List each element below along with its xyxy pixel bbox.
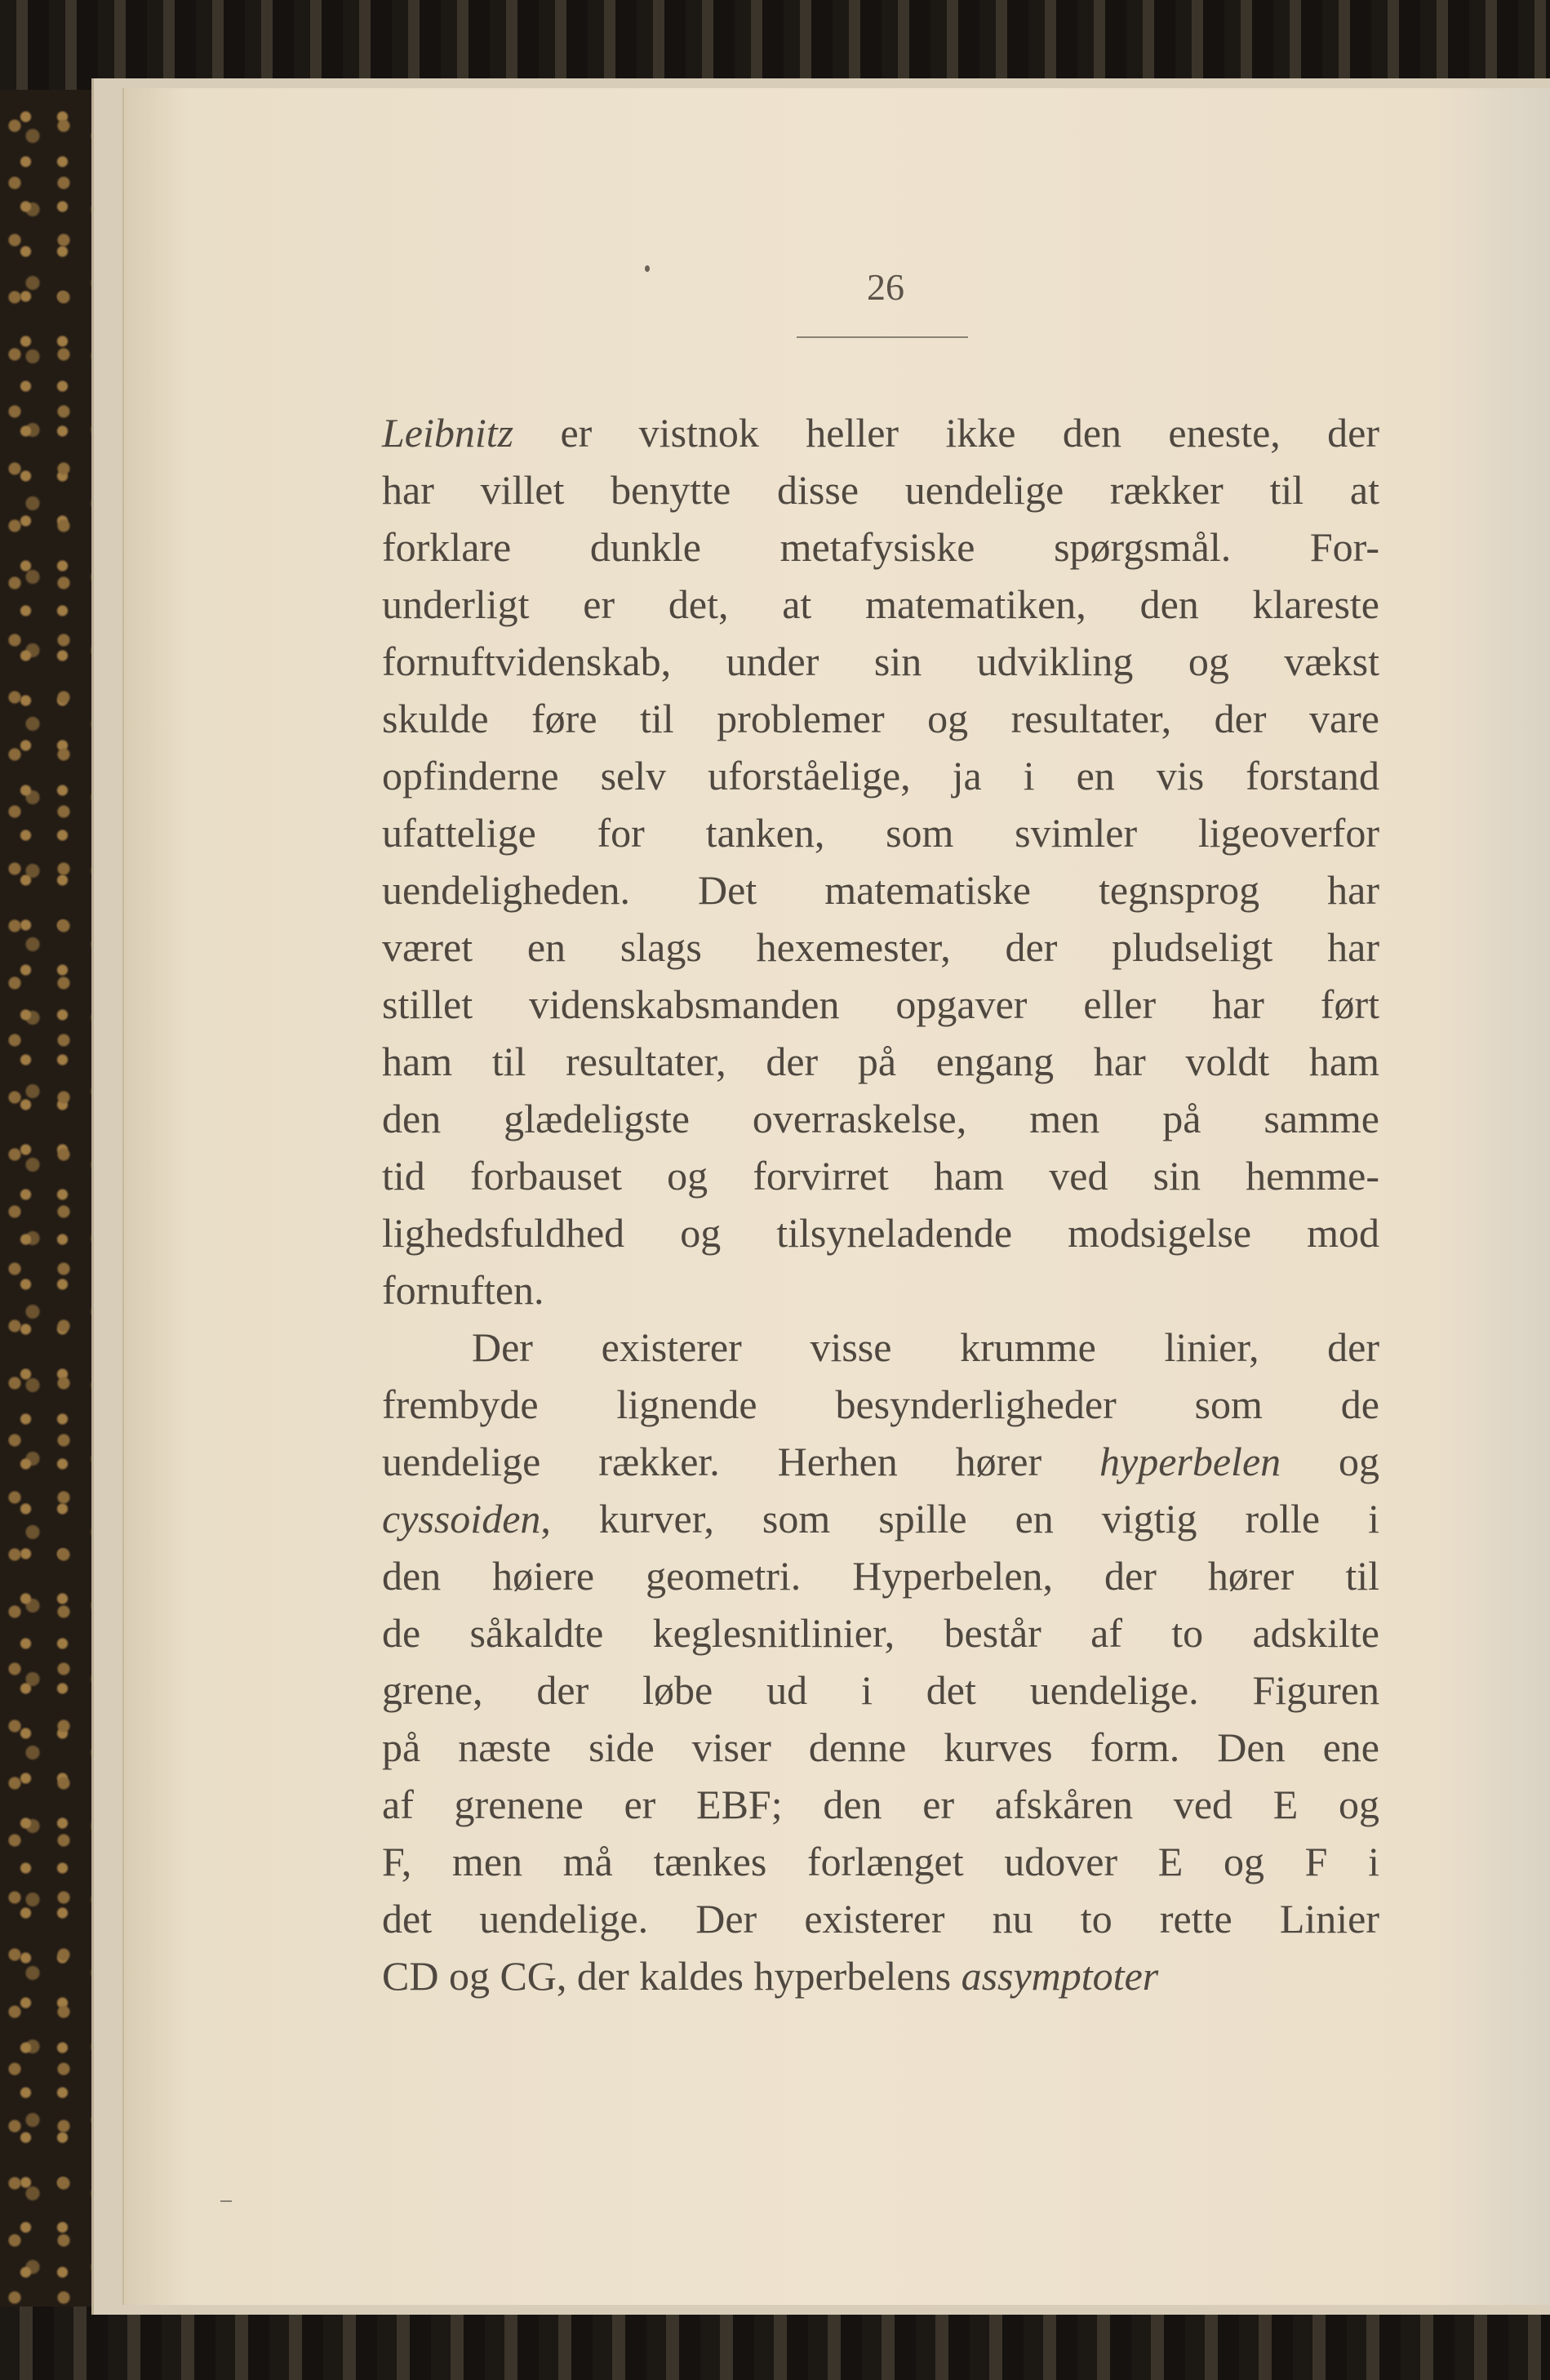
margin-mark — [220, 2200, 232, 2202]
header-rule — [797, 336, 968, 338]
text-line — [382, 518, 1379, 576]
book-spine-bottom — [0, 2307, 1550, 2380]
text-line — [382, 1319, 1379, 1376]
text-line — [382, 1261, 1379, 1319]
line-text: forklare dunkle metafysiske spørgsmål. For- — [382, 524, 1379, 570]
line-text: opfinderne selv uforståelige, ja i en vis forstand — [382, 753, 1379, 799]
text-line — [382, 1833, 1379, 1890]
line-text: CD og CG, der kaldes hyperbelens — [382, 1953, 962, 1999]
text-line — [382, 1147, 1379, 1204]
text-line — [382, 976, 1379, 1033]
line-text: lighedsfuldhed og tilsyneladende modsigelse mod — [382, 1210, 1379, 1256]
text-line — [382, 690, 1379, 747]
text-line — [382, 1376, 1379, 1433]
line-text: af grenene er EBF; den er afskåren ved E og — [382, 1782, 1379, 1827]
line-text: er vistnok heller ikke den eneste, der — [513, 410, 1379, 456]
italic-term: assymptoter — [961, 1953, 1159, 1999]
line-text: uendelige rækker. Herhen hører — [382, 1439, 1100, 1484]
line-text: uendeligheden. Det matematiske tegnsprog har — [382, 867, 1379, 913]
line-text: de såkaldte keglesnitlinier, består af to adskilte — [382, 1610, 1379, 1656]
text-line — [382, 861, 1379, 919]
text-line — [382, 1890, 1379, 1947]
text-line — [382, 1547, 1379, 1604]
text-line — [382, 919, 1379, 976]
text-line — [382, 747, 1379, 804]
line-text: fornuften. — [382, 1267, 544, 1313]
text-line — [382, 576, 1379, 633]
italic-term: cyssoiden — [382, 1496, 541, 1541]
line-text: og — [1281, 1439, 1379, 1484]
text-line — [382, 1776, 1379, 1833]
line-text: Der existerer visse krumme linier, der — [472, 1324, 1379, 1370]
text-line — [382, 804, 1379, 861]
text-line — [382, 404, 1379, 461]
text-line — [382, 633, 1379, 690]
text-line — [382, 1433, 1379, 1490]
line-text: ham til resultater, der på engang har voldt ham — [382, 1039, 1379, 1084]
line-text: ufattelige for tanken, som svimler ligeoverfor — [382, 810, 1379, 856]
body-text — [382, 404, 1379, 2004]
text-line — [382, 1947, 1379, 2004]
line-text: på næste side viser denne kurves form. Den ene — [382, 1724, 1379, 1770]
line-text: det uendelige. Der existerer nu to rette Linier — [382, 1896, 1379, 1942]
page-number: 26 — [867, 266, 904, 308]
line-text: den høiere geometri. Hyperbelen, der hører til — [382, 1553, 1379, 1599]
italic-term: hyperbelen — [1099, 1439, 1281, 1484]
line-text: F, men må tænkes forlænget udover E og F i — [382, 1839, 1379, 1884]
italic-term: Leibnitz — [382, 410, 514, 456]
text-line — [382, 1604, 1379, 1662]
line-text: været en slags hexemester, der pludseligt har — [382, 924, 1379, 970]
ink-speck — [645, 265, 650, 272]
line-text: , kurver, som spille en vigtig rolle i — [540, 1496, 1379, 1541]
line-text: har villet benytte disse uendelige rækker til at — [382, 467, 1379, 513]
text-line — [382, 1204, 1379, 1261]
text-line — [382, 1033, 1379, 1090]
line-text: underligt er det, at matematiken, den klareste — [382, 581, 1379, 627]
line-text: fornuftvidenskab, under sin udvikling og vækst — [382, 638, 1379, 684]
line-text: skulde føre til problemer og resultater, der vare — [382, 696, 1379, 741]
text-line — [382, 461, 1379, 518]
line-text: frembyde lignende besynderligheder som de — [382, 1381, 1379, 1427]
book-spine-top — [0, 0, 1550, 90]
line-text: grene, der løbe ud i det uendelige. Figuren — [382, 1667, 1379, 1713]
line-text: tid forbauset og forvirret ham ved sin hemme- — [382, 1153, 1379, 1199]
text-line — [382, 1662, 1379, 1719]
text-line — [382, 1490, 1379, 1547]
text-line — [382, 1090, 1379, 1147]
line-text: den glædeligste overraskelse, men på samme — [382, 1096, 1379, 1141]
text-line — [382, 1719, 1379, 1776]
line-text: stillet videnskabsmanden opgaver eller har ført — [382, 981, 1379, 1027]
